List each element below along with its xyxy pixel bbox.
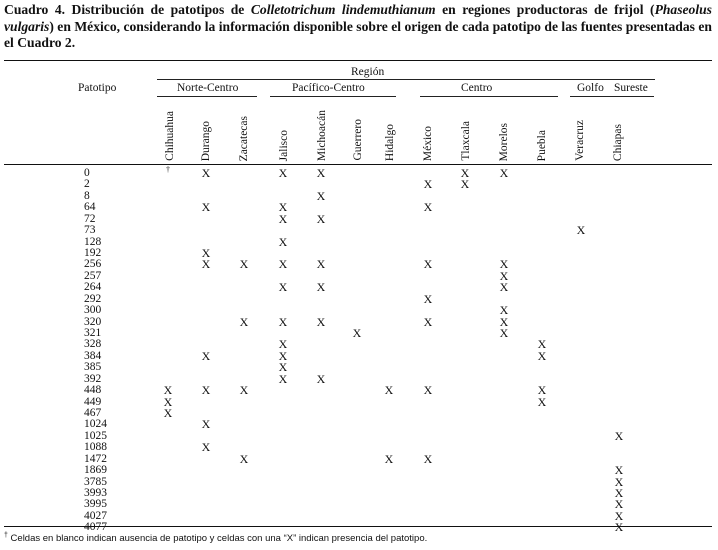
patotipo-cell: 1025 xyxy=(84,430,107,442)
caption-text-1: Distribución de patotipos de xyxy=(71,2,245,17)
column-header: Durango xyxy=(200,120,212,161)
patotipo-cell: 2 xyxy=(84,178,90,190)
group-golfo: Golfo xyxy=(577,82,604,94)
column-header: Guerrero xyxy=(352,119,364,161)
footnote-text: Celdas en blanco indican ausencia de patotipo y celdas con una “X” indican presencia del patotipo. xyxy=(10,533,428,544)
presence-mark: X xyxy=(278,315,288,329)
dagger-mark: † xyxy=(166,165,170,174)
group-centro: Centro xyxy=(461,82,493,94)
presence-mark: X xyxy=(576,223,586,237)
patotipo-cell: 0 xyxy=(84,167,90,179)
pacifico-centro-underline xyxy=(270,96,396,97)
presence-mark: X xyxy=(537,395,547,409)
bottom-rule xyxy=(4,526,712,527)
patotipo-cell: 1024 xyxy=(84,418,107,430)
presence-mark: X xyxy=(278,280,288,294)
presence-mark: X xyxy=(460,177,470,191)
presence-mark: X xyxy=(499,257,509,271)
group-pacifico-centro: Pacífico-Centro xyxy=(292,82,365,94)
presence-mark: X xyxy=(201,246,211,260)
presence-mark: X xyxy=(316,212,326,226)
presence-mark: X xyxy=(201,440,211,454)
patotipo-header: Patotipo xyxy=(78,82,117,94)
presence-mark: X xyxy=(499,315,509,329)
presence-mark: X xyxy=(316,372,326,386)
header-rule xyxy=(4,164,712,165)
table-caption xyxy=(4,2,712,52)
presence-mark: X xyxy=(201,200,211,214)
presence-mark: X xyxy=(239,452,249,466)
patotipo-cell: 256 xyxy=(84,258,102,270)
presence-mark: X xyxy=(278,349,288,363)
presence-mark: X xyxy=(239,315,249,329)
column-header: Michoacán xyxy=(316,109,328,161)
caption-label: Cuadro 4. xyxy=(4,2,66,17)
patotipo-cell: 467 xyxy=(84,407,102,419)
region-header: Región xyxy=(351,66,385,78)
presence-mark: X xyxy=(614,429,624,443)
column-header: Zacatecas xyxy=(238,115,250,161)
presence-mark: X xyxy=(316,315,326,329)
presence-mark: X xyxy=(423,257,433,271)
presence-mark: X xyxy=(614,497,624,511)
presence-mark: X xyxy=(201,166,211,180)
patotipo-cell: 384 xyxy=(84,350,102,362)
presence-mark: X xyxy=(278,257,288,271)
presence-mark: X xyxy=(316,189,326,203)
caption-text-3: ) en México, considerando la información disponible sobre el origen de cada patotipo de las fuentes presentadas en el Cuadro 2. xyxy=(4,18,712,50)
patotipo-cell: 448 xyxy=(84,384,102,396)
presence-mark: X xyxy=(460,166,470,180)
presence-mark: X xyxy=(499,269,509,283)
presence-mark: X xyxy=(537,349,547,363)
norte-centro-underline xyxy=(157,96,257,97)
presence-mark: X xyxy=(499,303,509,317)
footnote-marker: † xyxy=(4,532,8,539)
presence-mark: X xyxy=(316,280,326,294)
presence-mark: X xyxy=(384,383,394,397)
presence-mark: X xyxy=(423,383,433,397)
patotipo-cell: 328 xyxy=(84,338,102,350)
column-header: Chiapas xyxy=(612,123,624,161)
patotipo-cell: 3785 xyxy=(84,476,107,488)
column-header: México xyxy=(422,125,434,161)
patotipo-cell: 3995 xyxy=(84,498,107,510)
presence-mark: X xyxy=(201,417,211,431)
patotipo-cell: 8 xyxy=(84,190,90,202)
presence-mark: X xyxy=(614,509,624,523)
patotipo-cell: 385 xyxy=(84,361,102,373)
presence-mark: X xyxy=(201,257,211,271)
presence-mark: X xyxy=(614,520,624,534)
presence-mark: X xyxy=(423,200,433,214)
column-header: Jalisco xyxy=(278,129,290,161)
presence-mark: X xyxy=(278,337,288,351)
presence-mark: X xyxy=(423,452,433,466)
top-rule xyxy=(4,60,712,61)
presence-mark: X xyxy=(201,349,211,363)
patotipo-cell: 192 xyxy=(84,247,102,259)
presence-mark: X xyxy=(499,326,509,340)
caption-text-2: en regiones productoras de frijol ( xyxy=(442,2,655,17)
patotipo-cell: 292 xyxy=(84,293,102,305)
presence-mark: X xyxy=(278,200,288,214)
presence-mark: X xyxy=(278,372,288,386)
presence-mark: X xyxy=(163,406,173,420)
patotipo-cell: 449 xyxy=(84,396,102,408)
presence-mark: X xyxy=(316,166,326,180)
presence-mark: X xyxy=(423,315,433,329)
patotipo-cell: 4077 xyxy=(84,521,107,533)
footnote xyxy=(4,530,427,545)
patotipo-cell: 392 xyxy=(84,373,102,385)
presence-mark: X xyxy=(423,292,433,306)
presence-mark: X xyxy=(316,257,326,271)
group-norte-centro: Norte-Centro xyxy=(177,82,239,94)
patotipo-cell: 3993 xyxy=(84,487,107,499)
presence-mark: X xyxy=(163,395,173,409)
presence-mark: X xyxy=(239,383,249,397)
presence-mark: X xyxy=(537,337,547,351)
presence-mark: X xyxy=(614,486,624,500)
patotipo-cell: 72 xyxy=(84,213,96,225)
presence-mark: X xyxy=(201,383,211,397)
caption-host: Phaseolus vulgaris xyxy=(4,2,712,34)
column-header: Tlaxcala xyxy=(460,121,472,161)
golfo-sureste-underline xyxy=(570,96,654,97)
presence-mark: X xyxy=(163,383,173,397)
column-header: Puebla xyxy=(536,129,548,161)
presence-mark: X xyxy=(423,177,433,191)
patotipo-cell: 1088 xyxy=(84,441,107,453)
presence-mark: X xyxy=(537,383,547,397)
patotipo-cell: 257 xyxy=(84,270,102,282)
group-sureste: Sureste xyxy=(614,82,648,94)
presence-mark: X xyxy=(499,280,509,294)
presence-mark: X xyxy=(278,235,288,249)
patotipo-cell: 64 xyxy=(84,201,96,213)
caption-organism: Colletotrichum lindemuthianum xyxy=(250,2,436,17)
region-underline xyxy=(157,79,655,80)
column-header: Hidalgo xyxy=(384,123,396,161)
centro-underline xyxy=(420,96,558,97)
presence-mark: X xyxy=(278,212,288,226)
presence-mark: X xyxy=(352,326,362,340)
column-header: Morelos xyxy=(498,122,510,161)
column-header: Chihuahua xyxy=(164,111,176,161)
patotipo-cell: 300 xyxy=(84,304,102,316)
patotipo-cell: 128 xyxy=(84,236,102,248)
presence-mark: X xyxy=(499,166,509,180)
patotipo-cell: 1472 xyxy=(84,453,107,465)
column-header: Veracruz xyxy=(574,120,586,161)
patotipo-cell: 264 xyxy=(84,281,102,293)
presence-mark: X xyxy=(384,452,394,466)
presence-mark: X xyxy=(278,360,288,374)
presence-mark: X xyxy=(614,463,624,477)
patotipo-cell: 320 xyxy=(84,316,102,328)
presence-mark: X xyxy=(239,257,249,271)
patotipo-cell: 73 xyxy=(84,224,96,236)
presence-mark: X xyxy=(614,475,624,489)
patotipo-cell: 4027 xyxy=(84,510,107,522)
patotipo-cell: 1869 xyxy=(84,464,107,476)
patotipo-cell: 321 xyxy=(84,327,102,339)
presence-mark: X xyxy=(278,166,288,180)
